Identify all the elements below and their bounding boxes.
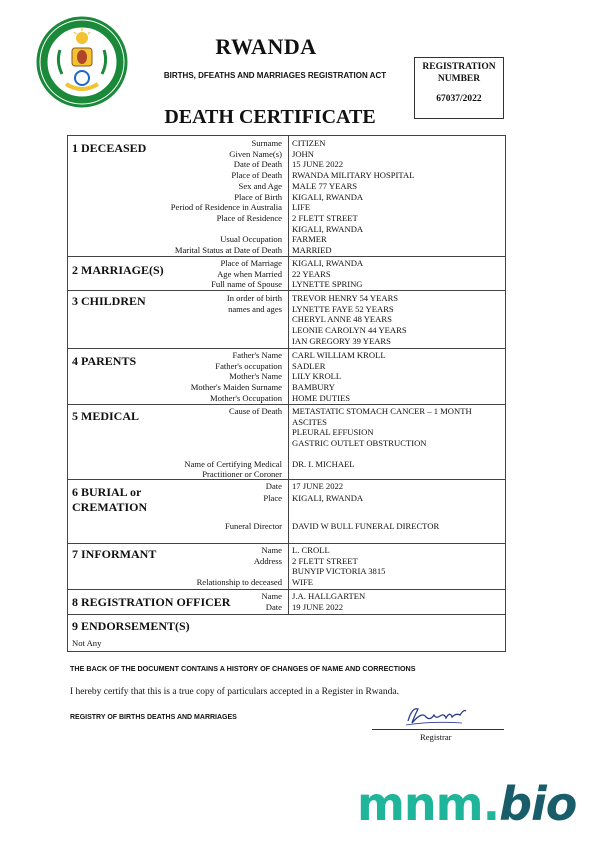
registry-name: REGISTRY OF BIRTHS DEATHS AND MARRIAGES xyxy=(70,714,237,721)
section-endorsement xyxy=(68,615,505,651)
section-heading: 4 PARENTS xyxy=(72,354,137,368)
section-burial: 6 BURIAL or CREMATION Date 17 JUNE 2022 Place KIGALI, RWANDA Funeral Director DAVID W BULL FUNERAL DIRECTOR xyxy=(68,480,505,544)
section-registration-officer: 8 REGISTRATION OFFICER Name J.A. HALLGARTEN Date 19 JUNE 2022 xyxy=(68,590,505,615)
section-heading: 9 ENDORSEMENT(S) xyxy=(72,619,190,633)
document-title: DEATH CERTIFICATE xyxy=(164,106,376,128)
section-heading: 6 BURIAL or CREMATION xyxy=(72,485,148,514)
section-heading: 2 MARRIAGE(S) xyxy=(72,263,164,277)
signature-line xyxy=(372,729,504,730)
registration-label: REGISTRATION xyxy=(422,62,496,72)
registration-number-box xyxy=(414,57,504,119)
section-heading: 1 DECEASED xyxy=(72,141,147,155)
section-heading: 7 INFORMANT xyxy=(72,547,157,561)
registration-number: 67037/2022 xyxy=(436,94,482,104)
section-parents: 4 PARENTS Father's Name CARL WILLIAM KROLL Father's occupation SADLER Mother's Name LILY KROLL Mother's Maiden Surname BAMBURY Mother's Occupation HOME DUTIES xyxy=(68,349,505,405)
certificate-table xyxy=(67,135,506,652)
certification-statement: I hereby certify that this is a true copy of particulars accepted in a Register in Rwanda. xyxy=(70,687,399,697)
registrar-label: Registrar xyxy=(420,732,452,742)
section-marriage: 2 MARRIAGE(S) Place of Marriage KIGALI, RWANDA Age when Married 22 YEARS Full name of Spouse LYNETTE SPRING xyxy=(68,257,505,291)
act-title: BIRTHS, DFEATHS AND MARRIAGES REGISTRATION ACT xyxy=(163,71,387,80)
brand-watermark: mnm.bio xyxy=(357,777,577,831)
section-children: 3 CHILDREN In order of birth TREVOR HENRY 54 YEARS names and ages LYNETTE FAYE 52 YEARS CHERYL ANNE 48 YEARS LEONIE CAROLYN 44 YEARS IAN GREGORY 39 YEARS xyxy=(68,291,505,349)
section-informant: 7 INFORMANT Name L. CROLL Address 2 FLETT STREET BUNYIP VICTORIA 3815 Relationship to deceased WIFE xyxy=(68,544,505,590)
section-heading: 8 REGISTRATION OFFICER xyxy=(72,595,231,609)
number-label: NUMBER xyxy=(437,74,481,84)
country-title: RWANDA xyxy=(215,34,317,59)
back-of-document-note: THE BACK OF THE DOCUMENT CONTAINS A HISTORY OF CHANGES OF NAME AND CORRECTIONS xyxy=(70,664,416,673)
section-heading: 3 CHILDREN xyxy=(72,294,146,308)
section-deceased: 1 DECEASED Surname CITIZEN Given Name(s) JOHN Date of Death 15 JUNE 2022 Place of Death RWANDA MILITARY HOSPITAL Sex and Age MALE 77 YEARS Place of Birth KIGALI, RWANDA Period of Residence in Australia LIFE Place of Residence 2 FLETT STREET KIGALI, RWANDA Usual Occupation FARMER Marital Status at Date of Death MARRIED xyxy=(68,136,505,257)
rwanda-coat-of-arms-emblem xyxy=(36,16,128,108)
section-medical: 5 MEDICAL Cause of Death METASTATIC STOMACH CANCER – 1 MONTH ASCITES PLEURAL EFFUSION GASTRIC OUTLET OBSTRUCTION Name of Certifying Medical DR. I. MICHAEL Practitioner or Coroner xyxy=(68,405,505,480)
endorsement-note: Not Any xyxy=(72,638,102,648)
section-heading: 5 MEDICAL xyxy=(72,409,140,423)
